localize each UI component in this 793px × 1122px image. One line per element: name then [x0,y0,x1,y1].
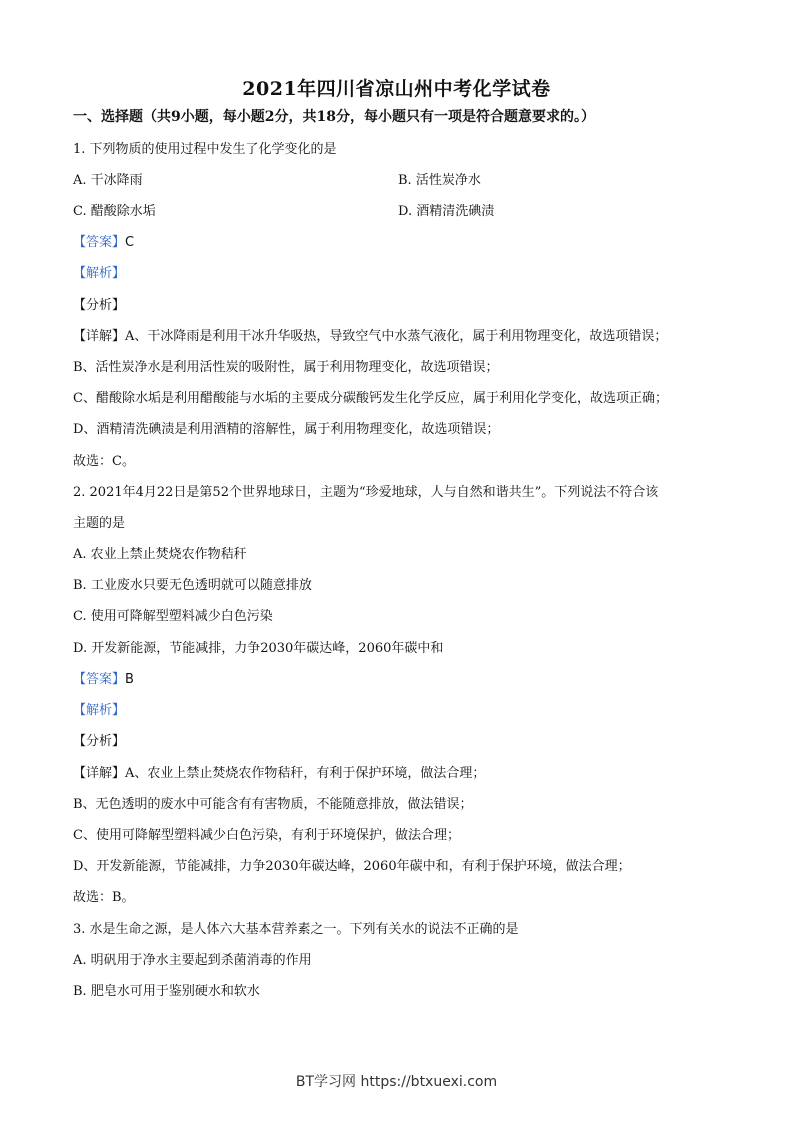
question-1-stem: 1. 下列物质的使用过程中发生了化学变化的是 [73,142,337,157]
question-2-detail-d: D、开发新能源，节能减排，力争2030年碳达峰，2060年碳中和，有利于保护环境，做法合理； [73,859,631,874]
question-2-stem-line1: 2. 2021年4月22日是第52个世界地球日，主题为“珍爱地球，人与自然和谐共生”。下列说法不符合该 [73,485,659,500]
question-2-option-a: A. 农业上禁止焚烧农作物秸秆 [73,547,247,562]
section-heading: 一、选择题（共9小题，每小题2分，共18分，每小题只有一项是符合题意要求的。） [73,109,595,125]
question-1-detail-d: D、酒精清洗碘渍是利用酒精的溶解性，属于利用物理变化，故选项错误； [73,422,500,437]
question-2-detail-a: 【详解】A、农业上禁止焚烧农作物秸秆，有利于保护环境，做法合理； [73,766,486,781]
question-1-answer [73,234,733,252]
answer-label: 【答案】 [73,235,126,250]
question-3-option-a: A. 明矾用于净水主要起到杀菌消毒的作用 [73,953,312,968]
question-1-fenxi-label: 【分析】 [73,298,126,313]
question-1-option-a: A. 干冰降雨 [73,173,143,188]
question-1-conclusion: 故选：C。 [73,454,135,469]
question-3-option-b: B. 肥皂水可用于鉴别硬水和软水 [73,984,260,999]
question-1-detail-a: 【详解】A、干冰降雨是利用干冰升华吸热，导致空气中水蒸气液化，属于利用物理变化，故选项错误； [73,329,668,344]
question-2-fenxi-label: 【分析】 [73,734,126,749]
question-1-detail-c: C、醋酸除水垢是利用醋酸能与水垢的主要成分碳酸钙发生化学反应，属于利用化学变化，故选项正确； [73,391,668,406]
question-2-detail-b: B、无色透明的废水中可能含有有害物质，不能随意排放，做法错误； [73,797,473,812]
question-1-detail-b: B、活性炭净水是利用活性炭的吸附性，属于利用物理变化，故选项错误； [73,360,499,375]
question-2-option-c: C. 使用可降解型塑料减少白色污染 [73,609,273,624]
question-2-detail-c: C、使用可降解型塑料减少白色污染，有利于环境保护，做法合理； [73,828,460,843]
question-2-conclusion: 故选：B。 [73,890,135,905]
question-1-option-d: D. 酒精清洗碘渍 [398,204,495,219]
question-2-stem-line2: 主题的是 [73,516,126,531]
question-1-option-b: B. 活性炭净水 [398,173,481,188]
question-2-analysis-label: 【解析】 [73,703,126,718]
question-2-option-d: D. 开发新能源，节能减排，力争2030年碳达峰，2060年碳中和 [73,641,444,656]
footer-watermark: BT学习网 https://btxuexi.com [295,1074,498,1090]
answer-value: C [125,235,135,250]
question-1-option-c: C. 醋酸除水垢 [73,204,156,219]
page-title: 2021年四川省凉山州中考化学试卷 [242,78,551,100]
question-1-analysis-label: 【解析】 [73,266,126,281]
question-2-answer [73,671,733,689]
answer-label: 【答案】 [73,672,126,687]
question-3-stem: 3. 水是生命之源，是人体六大基本营养素之一。下列有关水的说法不正确的是 [73,922,519,937]
answer-value: B [125,672,134,687]
question-2-option-b: B. 工业废水只要无色透明就可以随意排放 [73,578,312,593]
